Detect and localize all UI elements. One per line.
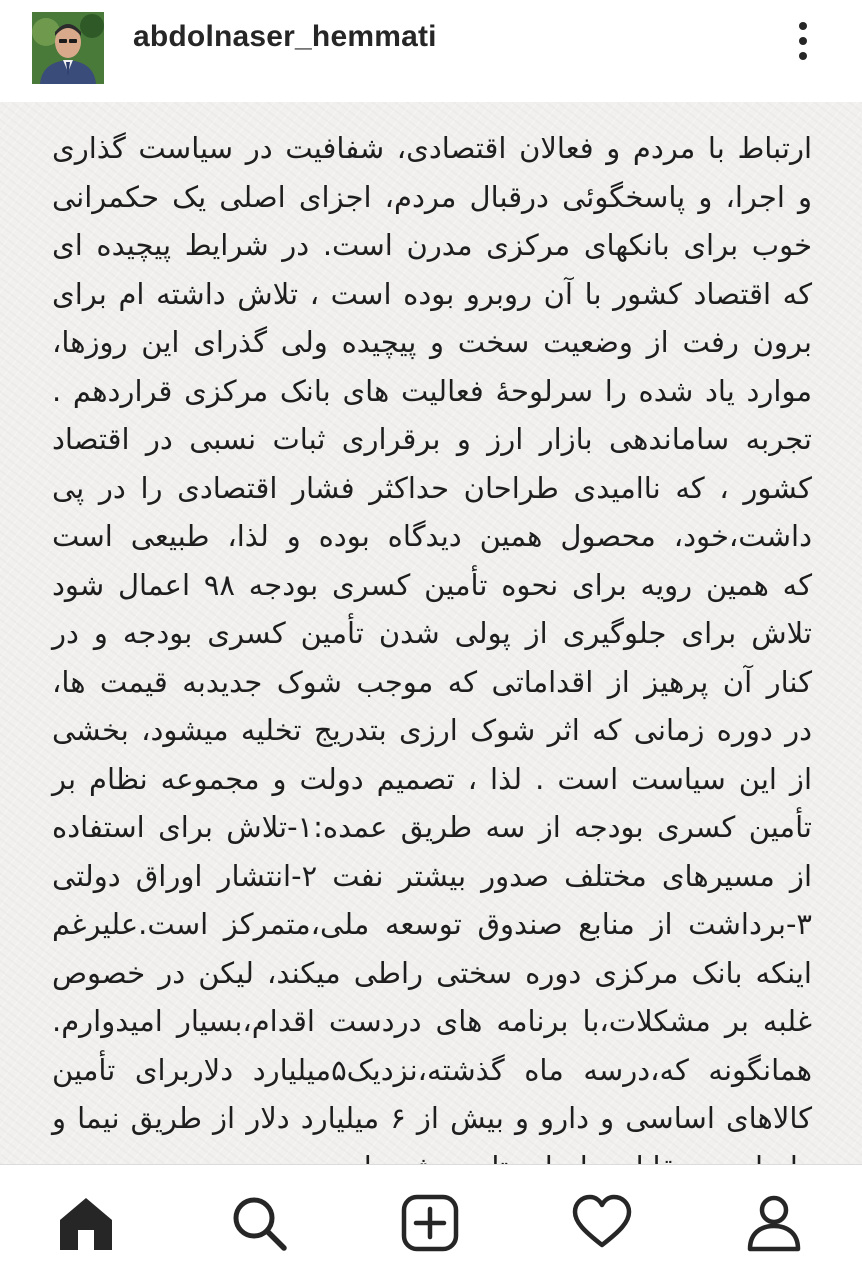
- profile-icon[interactable]: [744, 1193, 804, 1253]
- text-line: کشور ، که ناامیدی طراحان حداکثر فشار اقتصادی را در پی: [52, 470, 812, 505]
- text-line: کنار آن پرهیز از اقداماتی که موجب شوک جدیدبه قیمت ها،: [52, 664, 812, 699]
- post-image: [0, 102, 862, 1164]
- text-line: ارتباط با مردم و فعالان اقتصادی، شفافیت در سیاست گذاری: [52, 131, 812, 165]
- search-icon[interactable]: [228, 1193, 288, 1253]
- text-line: موارد یاد شده را سرلوحهٔ فعالیت های بانک مرکزی قراردهم .: [52, 373, 812, 408]
- more-vertical-icon[interactable]: [788, 16, 818, 66]
- activity-heart-icon[interactable]: [572, 1193, 632, 1253]
- home-icon[interactable]: [56, 1193, 116, 1253]
- post-text: [52, 124, 812, 1191]
- post-header: [0, 0, 862, 103]
- text-line: برون رفت از وضعیت سخت و پیچیده ولی گذرای این روزها،: [52, 325, 812, 359]
- text-line: اینکه بانک مرکزی دوره سختی راطی میکند، لیکن در خصوص: [52, 955, 812, 990]
- text-line: تأمین کسری بودجه از سه طریق عمده:۱-تلاش برای استفاده: [52, 810, 812, 844]
- bottom-navigation: [0, 1164, 862, 1281]
- text-line: تجربه ساماندهی بازار ارز و برقراری ثبات نسبی در اقتصاد: [52, 422, 812, 456]
- text-line: که همین رویه برای نحوه تأمین کسری بودجه ۹۸ اعمال شود: [52, 567, 812, 602]
- text-line: و اجرا، و پاسخگوئی درقبال مردم، اجزای اصلی یک حکمرانی: [52, 179, 812, 214]
- text-line: تلاش برای جلوگیری از پولی شدن تأمین کسری بودجه و در: [52, 616, 812, 650]
- text-line: از مسیرهای مختلف صدور بیشتر نفت ۲-انتشار اوراق دولتی: [52, 858, 812, 893]
- text-line: خوب برای بانکهای مرکزی مدرن است. در شرایط پیچیده ای: [52, 228, 812, 262]
- username[interactable]: abdolnaser_hemmati: [133, 20, 437, 53]
- text-line: همانگونه که،درسه ماه گذشته،نزدیک۵میلیارد دلاربرای تأمین: [52, 1052, 812, 1087]
- text-line: در دوره زمانی که اثر شوک ارزی بتدریج تخلیه میشود، بخشی: [52, 713, 812, 747]
- text-line: که اقتصاد کشور با آن روبرو بوده است ، تلاش داشته ام برای: [52, 276, 812, 311]
- text-line: داشت،خود، محصول همین دیدگاه بوده و لذا، طبیعی است: [52, 519, 812, 553]
- add-post-icon[interactable]: [400, 1193, 460, 1253]
- text-line: غلبه بر مشکلات،با برنامه های دردست اقدام،بسیار امیدوارم.: [52, 1004, 812, 1038]
- text-line: ۳-برداشت از منابع صندوق توسعه ملی،متمرکز است.علیرغم: [52, 907, 812, 941]
- profile-photo-icon: [32, 12, 104, 84]
- avatar[interactable]: [32, 12, 104, 84]
- text-line: کالاهای اساسی و دارو و بیش از ۶ میلیارد دلار از طریق نیما و: [52, 1101, 812, 1135]
- text-line: از این سیاست است . لذا ، تصمیم دولت و مجموعه نظام بر: [52, 761, 812, 796]
